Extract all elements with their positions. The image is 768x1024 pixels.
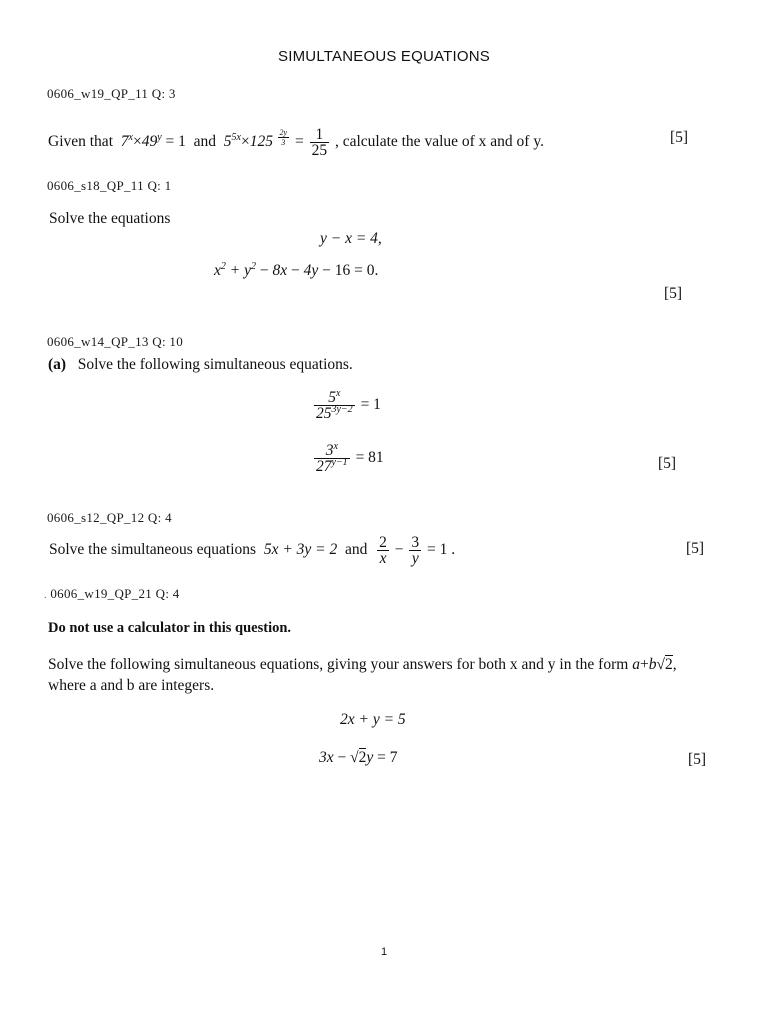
q5-eq2: 3x − √2y = 7	[319, 749, 398, 766]
q1-tail: , calculate the value of x and of y.	[334, 133, 544, 151]
q3-eq1: $\frac{5^x}{25^{3y-2}}$ = 1	[316, 387, 381, 422]
page-title: SIMULTANEOUS EQUATIONS	[278, 48, 490, 65]
question-code-2: 0606_s18_QP_11 Q: 1	[47, 178, 172, 193]
q5-marks: [5]	[688, 751, 707, 768]
q5-line1-text: Solve the following simultaneous equations, giving your answers for both x and y in the form	[48, 656, 629, 673]
q1-lead: Given that	[48, 133, 113, 151]
q5-form: a+b√2,	[632, 656, 677, 673]
q3-part-label: (a)	[48, 356, 67, 373]
q4-and: and	[345, 541, 368, 558]
q2-eq1: y − x = 4,	[320, 230, 382, 247]
q1-marks: [5]	[670, 129, 689, 146]
q5-warning: Do not use a calculator in this question.	[48, 620, 292, 636]
q2-lead: Solve the equations	[49, 210, 171, 227]
page-number: 1	[380, 946, 388, 958]
q2-eq2: $x^2 + y^2 - 8x - 4y - 16 = 0$.	[214, 260, 379, 279]
q3-lead: Solve the following simultaneous equations.	[77, 356, 353, 373]
q4-lead: Solve the simultaneous equations	[49, 541, 257, 558]
q3-lead-line	[48, 356, 353, 374]
q4-eq1: 5x + 3y = 2	[263, 541, 338, 558]
q3-rhs1: = 1	[360, 396, 381, 414]
q3-rhs2: = 81	[355, 449, 384, 467]
question-code-4: 0606_s12_QP_12 Q: 4	[47, 510, 172, 525]
q3-marks: [5]	[658, 455, 677, 472]
q5-line1	[48, 656, 677, 674]
question-code-5: . 0606_w19_QP_21 Q: 4	[44, 586, 180, 601]
q5-line2: where a and b are integers.	[48, 677, 215, 694]
question-4-text	[49, 531, 455, 569]
q4-eq2: $\frac{2}{x}$ − $\frac{3}{y}$ = 1 .	[379, 533, 456, 567]
q1-and: and	[193, 133, 217, 151]
question-code-3: 0606_w14_QP_13 Q: 10	[47, 334, 184, 349]
q2-marks: [5]	[664, 285, 683, 302]
question-code-1: 0606_w19_QP_11 Q: 3	[47, 86, 176, 101]
q4-marks: [5]	[686, 540, 705, 557]
q5-eq1: 2x + y = 5	[340, 711, 406, 728]
q1-eq2: $5^{5x}\times 125$ $^{\frac{2y}{3}}$ = $\frac{1}{25}$	[223, 126, 328, 159]
q3-eq2: $\frac{3^x}{27^{y-1}}$ = 81	[316, 440, 384, 475]
question-1-text	[48, 127, 544, 158]
q1-eq1: $7^x\times 49^y = 1$	[120, 131, 186, 151]
